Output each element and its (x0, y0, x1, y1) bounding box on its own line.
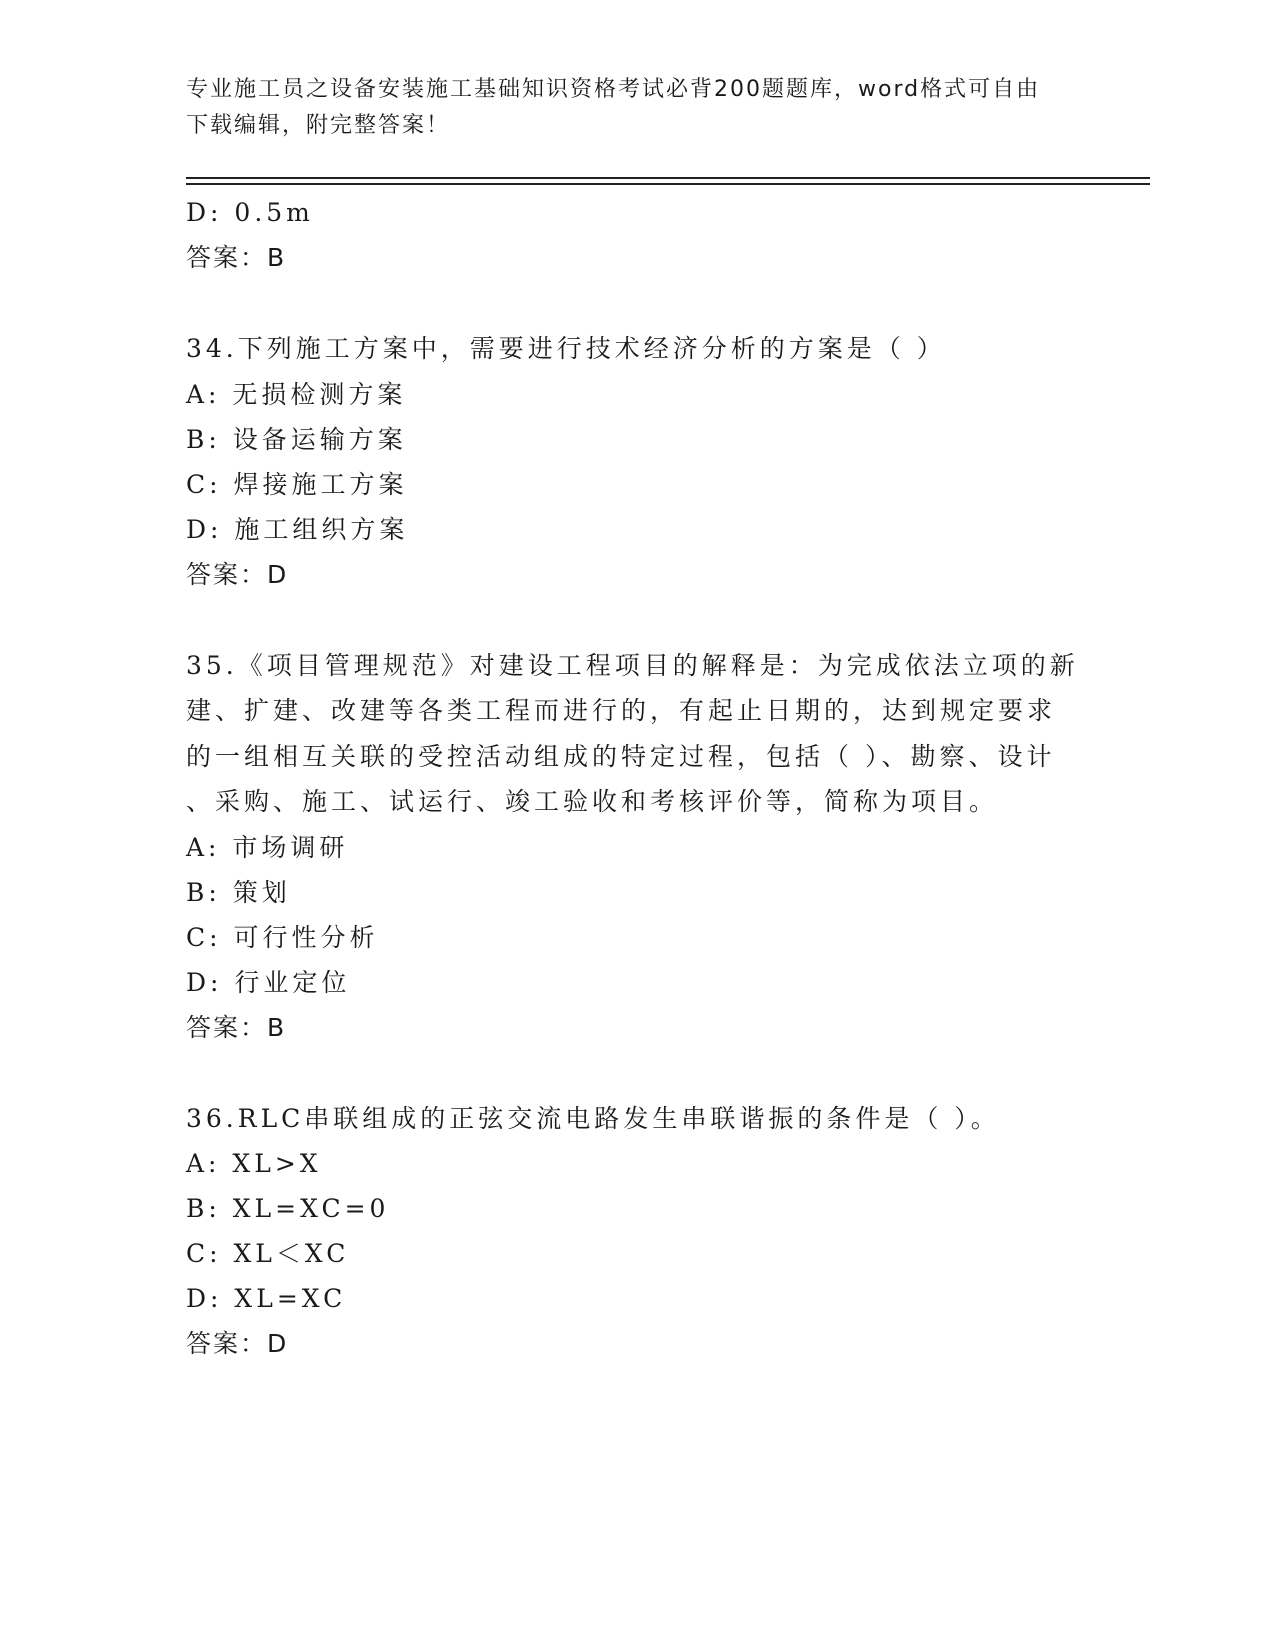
option-c: C: XL＜XC (186, 1239, 350, 1268)
question-36 (186, 1096, 1086, 1367)
option-c: C: 焊接施工方案 (186, 469, 408, 499)
question-stem-line: 、采购、施工、试运行、竣工验收和考核评价等，简称为项目。 (186, 787, 999, 816)
option-b: B: 设备运输方案 (186, 424, 407, 454)
option-c: C: 可行性分析 (186, 922, 379, 952)
header-divider-bottom (186, 183, 1150, 185)
option-a: A: 无损检测方案 (186, 379, 407, 409)
question-list (186, 190, 1086, 1366)
option-b: B: 策划 (186, 877, 291, 907)
option-b: B: XL=XC=0 (186, 1194, 390, 1223)
option-a: A: XL>X (186, 1149, 322, 1178)
question-stem-line: 36.RLC串联组成的正弦交流电路发生串联谐振的条件是（ ）。 (186, 1103, 1000, 1133)
question-34 (186, 326, 1086, 597)
answer-line: 答案：B (186, 1012, 287, 1042)
question-stem-line: 34.下列施工方案中，需要进行技术经济分析的方案是（ ） (186, 334, 946, 363)
option-d: D: XL=XC (186, 1284, 347, 1313)
option-a: A: 市场调研 (186, 832, 349, 862)
question-stem (186, 643, 1086, 825)
answer-line: 答案：D (186, 559, 289, 589)
option-d: D: 行业定位 (186, 967, 351, 997)
header-line-1: 专业施工员之设备安装施工基础知识资格考试必背200题题库，word格式可自由 (186, 77, 1041, 102)
question-stem-line: 35.《项目管理规范》对建设工程项目的解释是：为完成依法立项的新 (186, 650, 1079, 680)
header-line-2: 下载编辑，附完整答案！ (186, 113, 451, 138)
answer-line: 答案：D (186, 1329, 289, 1358)
header-divider-top (186, 177, 1150, 179)
question-35 (186, 643, 1086, 1050)
question-stem-line: 的一组相互关联的受控活动组成的特定过程，包括（ ）、勘察、设计 (186, 741, 1056, 771)
question-stem (186, 326, 1086, 372)
question-stem-line: 建、扩建、改建等各类工程而进行的，有起止日期的，达到规定要求 (186, 696, 1057, 725)
carryover-option-d: D: 0.5m (186, 198, 314, 227)
option-d: D: 施工组织方案 (186, 514, 409, 544)
carryover-answer: 答案：B (186, 243, 287, 272)
document-header (186, 72, 1086, 144)
question-stem (186, 1096, 1086, 1142)
